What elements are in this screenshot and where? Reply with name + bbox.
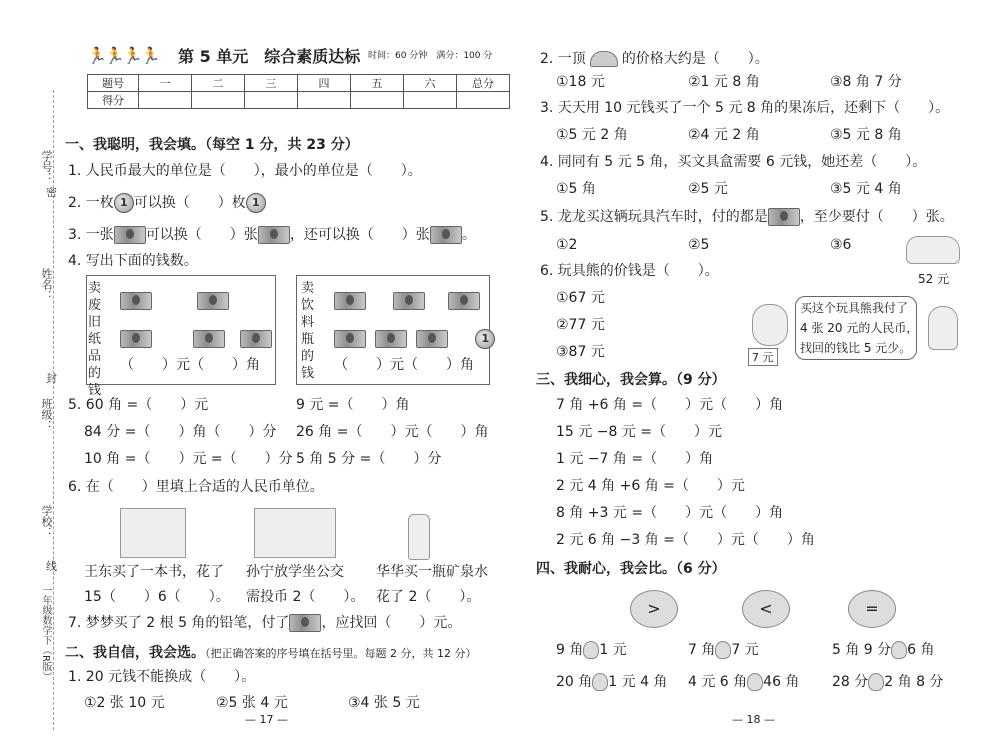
compare-left: 20 角 xyxy=(556,674,593,690)
toy-car-illustration xyxy=(906,236,960,264)
q1: 1. 人民币最大的单位是（ ），最小的单位是（ ）。 xyxy=(68,163,422,179)
choice-5 xyxy=(540,208,954,226)
score-input[interactable] xyxy=(404,92,457,109)
answer-flower[interactable] xyxy=(592,673,608,691)
score-input[interactable] xyxy=(139,92,192,109)
q2 xyxy=(68,193,266,213)
choice-4-opt-c: ③5 元 4 角 xyxy=(830,181,902,197)
section-2-title: 二、我自信，我会选。 xyxy=(65,645,205,661)
compare-right: 7 元 xyxy=(731,642,759,658)
q6-c-line2: 花了 2（ ）。 xyxy=(376,589,481,605)
answer-flower[interactable] xyxy=(868,673,884,691)
choice-5-opt-b: ②5 xyxy=(688,237,710,253)
banknote-icon xyxy=(375,330,407,348)
choice-3-opt-b: ②4 元 2 角 xyxy=(688,127,760,143)
choice-6-opt-c: ③87 元 xyxy=(556,344,605,360)
calc-4: 2 元 4 角 +6 角 =（ ）元 xyxy=(556,478,745,494)
score-header-row xyxy=(88,75,510,92)
calc-6: 2 元 6 角 −3 角 =（ ）元（ ）角 xyxy=(556,532,815,548)
cap-icon xyxy=(590,51,618,67)
calc-5: 8 角 +3 元 =（ ）元（ ）角 xyxy=(556,505,784,521)
cut-mark-mi: 密 xyxy=(46,186,57,199)
section-2-note: （把正确答案的序号填在括号里。每题 2 分，共 12 分） xyxy=(205,647,477,660)
exam-meta: 时间：60 分钟 满分：100 分 xyxy=(368,51,493,61)
score-input[interactable] xyxy=(457,92,510,109)
class-label: 班级： xyxy=(40,398,53,431)
q5-3: 84 分 =（ ）角（ ）分 xyxy=(84,424,277,440)
bubble-line-3: 找回的钱比 5 元少。 xyxy=(800,341,912,355)
box2-bills xyxy=(334,290,495,349)
bubble-line-2: 4 张 20 元的人民币， xyxy=(800,321,919,335)
bubble-line-1: 买这个玩具熊我付了 xyxy=(800,301,909,315)
compare-right: 6 角 xyxy=(907,642,935,658)
compare-right: 1 元 xyxy=(599,642,627,658)
box1-bills xyxy=(120,290,272,348)
choice-3: 3. 天天用 10 元钱买了一个 5 元 8 角的果冻后，还剩下（ ）。 xyxy=(540,100,950,116)
choice-1: 1. 20 元钱不能换成（ ）。 xyxy=(68,669,256,685)
choice-6-opt-b: ②77 元 xyxy=(556,317,605,333)
bus-illustration xyxy=(254,508,336,558)
q5-2: 9 元 =（ ）角 xyxy=(296,397,410,413)
compare-left: 9 角 xyxy=(556,642,584,658)
teddy-bear-illustration xyxy=(752,304,788,346)
q3-text-d: 。 xyxy=(461,227,476,243)
choice-1-opt-c: ③4 张 5 元 xyxy=(348,695,420,711)
q7-text-b: ，应找回（ ）元。 xyxy=(321,615,462,631)
car-price: 52 元 xyxy=(918,272,950,286)
answer-flower[interactable] xyxy=(715,641,731,659)
q2-text-a: 2. 一枚 xyxy=(68,195,114,211)
score-cell: 题号 xyxy=(88,75,139,92)
score-cell: 得分 xyxy=(88,92,139,109)
choice-2-opt-a: ①18 元 xyxy=(556,74,605,90)
score-cell: 六 xyxy=(404,75,457,92)
banknote-icon xyxy=(768,208,800,226)
choice-2-text-b: 的价格大约是（ ）。 xyxy=(621,51,769,67)
coin-1jiao-icon: 1 xyxy=(246,193,266,213)
score-value-row xyxy=(88,92,510,109)
box1-label: 卖废旧纸品的钱 xyxy=(88,281,102,398)
choice-3-opt-c: ③5 元 8 角 xyxy=(830,127,902,143)
q7-text-a: 7. 梦梦买了 2 根 5 角的铅笔，付了 xyxy=(68,615,290,631)
q3 xyxy=(68,226,476,244)
page-number-18: — 18 — xyxy=(732,713,775,726)
student-number-label: 学号： xyxy=(40,150,53,183)
compare-1 xyxy=(556,641,627,659)
score-input[interactable] xyxy=(192,92,245,109)
q5-4: 26 角 =（ ）元（ ）角 xyxy=(296,424,489,440)
compare-2 xyxy=(688,641,759,659)
q6-b-line2: 需投币 2（ ）。 xyxy=(246,589,365,605)
q2-text-b: 可以换（ ）枚 xyxy=(133,195,246,211)
choice-1-opt-b: ②5 张 4 元 xyxy=(216,695,288,711)
q4: 4. 写出下面的钱数。 xyxy=(68,253,198,269)
score-cell: 二 xyxy=(192,75,245,92)
compare-left: 4 元 6 角 xyxy=(688,674,748,690)
choice-3-opt-a: ①5 元 2 角 xyxy=(556,127,628,143)
bookstore-illustration xyxy=(120,508,186,558)
q5-5: 10 角 =（ ）元 =（ ）分 xyxy=(84,451,293,467)
speech-bubble-text xyxy=(800,298,918,358)
unit-title: 第 5 单元 综合素质达标 xyxy=(178,47,361,66)
q7 xyxy=(68,614,461,632)
choice-1-opt-a: ①2 张 10 元 xyxy=(84,695,165,711)
answer-flower[interactable] xyxy=(583,641,599,659)
compare-left: 5 角 9 分 xyxy=(832,642,892,658)
compare-right: 46 角 xyxy=(763,674,800,690)
banknote-icon xyxy=(114,226,146,244)
banknote-icon xyxy=(120,330,152,348)
q6: 6. 在（ ）里填上合适的人民币单位。 xyxy=(68,479,324,495)
score-input[interactable] xyxy=(351,92,404,109)
banknote-icon xyxy=(334,292,366,310)
choice-2-opt-c: ③8 角 7 分 xyxy=(830,74,902,90)
score-cell: 三 xyxy=(245,75,298,92)
book-label: 一年级数学下（R版） xyxy=(40,585,51,682)
school-label: 学校： xyxy=(40,505,53,538)
q3-text-c: ，还可以换（ ）张 xyxy=(289,227,430,243)
girl-illustration xyxy=(928,306,958,350)
answer-flower[interactable] xyxy=(891,641,907,659)
q5-6: 5 角 5 分 =（ ）分 xyxy=(296,451,442,467)
kids-logo-icon: 🏃🏃🏃🏃 xyxy=(87,46,159,65)
choice-5-opt-a: ①2 xyxy=(556,237,578,253)
q3-text-b: 可以换（ ）张 xyxy=(145,227,258,243)
q3-text-a: 3. 一张 xyxy=(68,227,114,243)
q5-1: 5. 60 角 =（ ）元 xyxy=(68,397,209,413)
banknote-icon xyxy=(240,330,272,348)
bear-price-tag: 7 元 xyxy=(748,348,778,366)
banknote-icon xyxy=(258,226,290,244)
compare-5 xyxy=(688,673,799,691)
box2-label: 卖饮料瓶的钱 xyxy=(301,281,315,381)
q6-a-line1: 王东买了一本书，花了 xyxy=(84,564,224,580)
calc-2: 15 元 −8 元 =（ ）元 xyxy=(556,424,722,440)
score-input[interactable] xyxy=(298,92,351,109)
name-label: 姓名： xyxy=(40,268,53,301)
compare-4 xyxy=(556,673,667,691)
score-cell: 一 xyxy=(139,75,192,92)
compare-right: 2 角 8 分 xyxy=(884,674,944,690)
flower-greater-sign: > xyxy=(630,590,678,628)
score-input[interactable] xyxy=(245,92,298,109)
calc-3: 1 元 −7 角 =（ ）角 xyxy=(556,451,714,467)
q6-c-line1: 华华买一瓶矿泉水 xyxy=(376,564,488,580)
choice-4: 4. 同同有 5 元 5 角，买文具盒需要 6 元钱，她还差（ ）。 xyxy=(540,154,927,170)
choice-2-opt-b: ②1 元 8 角 xyxy=(688,74,760,90)
section-2-heading xyxy=(65,642,476,662)
section-3-heading: 三、我细心，我会算。（9 分） xyxy=(536,372,726,388)
compare-6 xyxy=(832,673,943,691)
calc-1: 7 角 +6 角 =（ ）元（ ）角 xyxy=(556,397,784,413)
q6-a-line2: 15（ ）6（ ）。 xyxy=(84,589,230,605)
choice-6: 6. 玩具熊的价钱是（ ）。 xyxy=(540,263,719,279)
choice-4-opt-a: ①5 角 xyxy=(556,181,596,197)
compare-left: 7 角 xyxy=(688,642,716,658)
section-4-heading: 四、我耐心，我会比。（6 分） xyxy=(536,561,726,577)
score-cell: 四 xyxy=(298,75,351,92)
section-1-heading: 一、我聪明，我会填。（每空 1 分，共 23 分） xyxy=(65,137,359,153)
banknote-icon xyxy=(289,614,321,632)
compare-3 xyxy=(832,641,935,659)
choice-4-opt-b: ②5 元 xyxy=(688,181,728,197)
answer-flower[interactable] xyxy=(747,673,763,691)
choice-6-opt-a: ①67 元 xyxy=(556,290,605,306)
q6-b-line1: 孙宁放学坐公交 xyxy=(246,564,344,580)
banknote-icon xyxy=(393,292,425,310)
banknote-icon xyxy=(197,292,229,310)
coin-icon: 1 xyxy=(475,329,495,349)
page-number-17: — 17 — xyxy=(245,713,288,726)
banknote-icon xyxy=(448,292,480,310)
choice-5-opt-c: ③6 xyxy=(830,237,852,253)
banknote-icon xyxy=(430,226,462,244)
water-bottle-illustration xyxy=(408,514,430,560)
banknote-icon xyxy=(416,330,448,348)
compare-left: 28 分 xyxy=(832,674,869,690)
choice-2-text-a: 2. 一顶 xyxy=(540,51,586,67)
compare-right: 1 元 4 角 xyxy=(608,674,668,690)
choice-5-text-b: ，至少要付（ ）张。 xyxy=(799,209,954,225)
score-table xyxy=(87,74,510,109)
banknote-icon xyxy=(193,330,225,348)
score-cell: 五 xyxy=(351,75,404,92)
choice-2 xyxy=(540,50,769,68)
choice-5-text-a: 5. 龙龙买这辆玩具汽车时，付的都是 xyxy=(540,209,768,225)
box2-answer: （ ）元（ ）角 xyxy=(334,357,474,373)
box1-answer: （ ）元（ ）角 xyxy=(120,357,260,373)
flower-less-sign: < xyxy=(742,590,790,628)
flower-equal-sign: = xyxy=(848,590,896,628)
coin-1yuan-icon: 1 xyxy=(114,193,134,213)
cut-mark-xian: 线 xyxy=(46,560,57,573)
banknote-icon xyxy=(334,330,366,348)
score-cell: 总分 xyxy=(457,75,510,92)
banknote-icon xyxy=(120,292,152,310)
cut-mark-feng: 封 xyxy=(46,372,57,385)
